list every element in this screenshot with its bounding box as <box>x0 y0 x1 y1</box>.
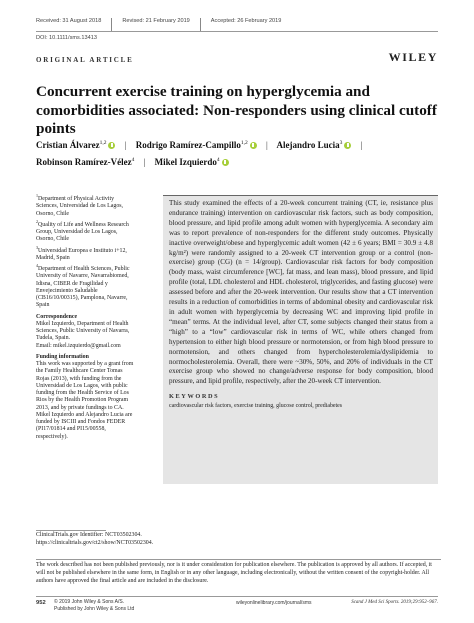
affiliation-number: 4 <box>36 263 38 269</box>
orcid-icon[interactable] <box>250 142 257 149</box>
copyright-line: © 2019 John Wiley & Sons A/S. <box>54 599 125 605</box>
orcid-icon[interactable] <box>108 142 115 149</box>
keywords-text: cardiovascular risk factors, exercise training, glucose control, prediabetes <box>169 403 343 410</box>
funding-text: This work was supported by a grant from the Family Healthcare Center Tomas Rojas (2013), with funding from the Universidad de Los Lagos, with public funding from the Health Service of Los Rios by the Health Promotion Program 2013, and by private fundings to CA. Mikel Izquierdo and Alejandro Lucia are funded by ISCIII and Fondos FEDER (PI17/01814 and PI15/00558, respectively). <box>36 361 134 440</box>
affiliation-text: Quality of Life and Wellness Research Group, Universidad de Los Lagos, Osorno, Chile <box>36 221 129 243</box>
copyright-line: Published by John Wiley & Sons Ltd <box>54 605 135 612</box>
affiliation-text: Universidad Europea e Instituto i+12, Madrid, Spain <box>36 247 127 261</box>
trial-block <box>36 532 441 548</box>
article-type: ORIGINAL ARTICLE <box>36 56 134 64</box>
correspondence-heading: Correspondence <box>36 313 78 320</box>
author-name[interactable]: Robinson Ramírez-Vélez <box>36 157 132 167</box>
affiliation <box>36 218 136 244</box>
publisher-logo: WILEY <box>388 50 438 64</box>
affiliation <box>36 193 136 218</box>
author-name[interactable]: Rodrigo Ramírez-Campillo <box>135 140 241 150</box>
correspondence-text: Mikel Izquierdo, Department of Health Sciences, Public University of Navarra, Tudela, Spain. <box>36 320 130 342</box>
affiliation <box>36 244 136 263</box>
affiliations-column <box>36 193 136 445</box>
statement-divider <box>36 559 441 560</box>
author-affiliation: 1,2 <box>240 140 248 146</box>
author-separator: | <box>265 140 268 150</box>
affiliation <box>36 263 136 310</box>
author-separator: | <box>360 140 363 150</box>
journal-url[interactable]: wileyonlinelibrary.com/journal/sms <box>236 600 312 606</box>
affiliation-number: 3 <box>36 244 38 250</box>
author-affiliation: 4 <box>131 157 135 163</box>
author-name[interactable]: Mikel Izquierdo <box>154 157 217 167</box>
orcid-icon[interactable] <box>222 159 229 166</box>
author-affiliation: 3 <box>339 140 343 146</box>
affiliation-text: Department of Physical Activity Sciences, Universidad de Los Lagos, Osorno, Chile <box>36 196 124 217</box>
page-footer <box>36 599 438 615</box>
author-affiliation: 4 <box>216 157 220 163</box>
funding-heading: Funding information <box>36 353 89 360</box>
abstract-box <box>163 195 438 484</box>
orcid-icon[interactable] <box>344 142 351 149</box>
page-number: 952 <box>36 600 46 606</box>
author-name[interactable]: Cristian Álvarez <box>36 140 100 150</box>
article-title: Concurrent exercise training on hyperglycemia and comorbidities associated: Non-responders using clinical cutoff points <box>36 83 437 137</box>
received-date: Received: 31 August 2018 <box>36 18 112 32</box>
correspondence-block <box>36 321 136 350</box>
trial-url[interactable]: https://clinicaltrials.gov/ct2/show/NCT03502304. <box>36 539 154 546</box>
publication-statement: The work described has not been published previously, nor is it under consideration for publication elsewhere. The publication is approved by all authors. If accepted, it will not be published elsewhere in the same form, in English or in any other language, including electronically, without the written consent of the copyright-holder. All authors have approved the final article and are included in the disclosure. <box>36 562 432 584</box>
footnote-divider <box>36 530 106 531</box>
journal-citation: Scand J Med Sci Sports. 2019;29:952–967. <box>351 600 438 605</box>
abstract-text: This study examined the effects of a 20-week concurrent training (CT, ie, resistance plus endurance training) intervention on cardiovascular risk factors, such as body composition, blood pressure, and lipid profile among adult women with hyperglycemia. A secondary aim was to report prevalence of non-responders for the different study outcomes. Physically inactive overweight/obese and hyperglycemic adult women (42 ± 6 years; BMI = 30.9 ± 4.8 kg/m²) were randomly assigned to a 20-week CT intervention group or a control (non-exercise) group (CG) (n = 14/group). Cardiovascular risk factors for body composition (body mass, waist circumference [WC], fat mass, and lean mass), blood pressure, and lipid profile (total, LDL cholesterol and HDL cholesterol, triglycerides, and fasting glucose) were assessed before and after the 20-week intervention. Our results show that a CT intervention results in a reduction of comorbidities in terms of abdominal obesity and cardiovascular risk in adult women with hyperglycemia by decreasing WC and improving lipid profile in “mean” terms. At the individual level, after CT, some subjects changed their status from a “high” to a “low” cardiovascular risk in terms of WC, while others changed from hypertension to either high blood pressure or normotension, or from high blood pressure to normotension, and others changed from hypercholesterolemia/dyslipidemia to normocholesterolemia. Overall, there were ~30%, 50%, and 20% of individuals in the CT exercise group who showed no change/adverse response for body composition, blood pressure, and lipid profile, respectively, after the 20-week CT intervention. <box>169 199 433 386</box>
trial-id: ClinicalTrials.gov Identifier: NCT03502304. <box>36 532 142 538</box>
author-list <box>36 137 446 171</box>
keywords-heading: KEYWORDS <box>169 393 220 401</box>
statement-block <box>36 562 441 589</box>
correspondence-email[interactable]: Email: mikel.izquierdo@gmail.com <box>36 342 121 349</box>
author-affiliation: 1,2 <box>99 140 107 146</box>
footnotes <box>36 532 441 552</box>
accepted-date: Accepted: 26 February 2019 <box>210 18 282 24</box>
affiliation-number: 1 <box>36 193 38 199</box>
footer-divider <box>36 596 438 597</box>
author-name[interactable]: Alejandro Lucia <box>276 140 340 150</box>
revised-date: Revised: 21 February 2019 <box>122 18 200 32</box>
affiliation-text: Department of Health Sciences, Public University of Navarre, Navarrabiomed, Idisna, CIBER de Fragilidad y Envejecimiento Saludable (CB16/10/00315), Pamplona, Navarre, Spain <box>36 266 130 309</box>
header-divider <box>36 31 438 32</box>
doi[interactable]: DOI: 10.1111/sms.13413 <box>36 35 97 41</box>
author-separator: | <box>124 140 127 150</box>
author-separator: | <box>143 157 146 167</box>
copyright <box>54 599 134 612</box>
affiliation-number: 2 <box>36 218 38 224</box>
submission-dates <box>36 18 438 32</box>
